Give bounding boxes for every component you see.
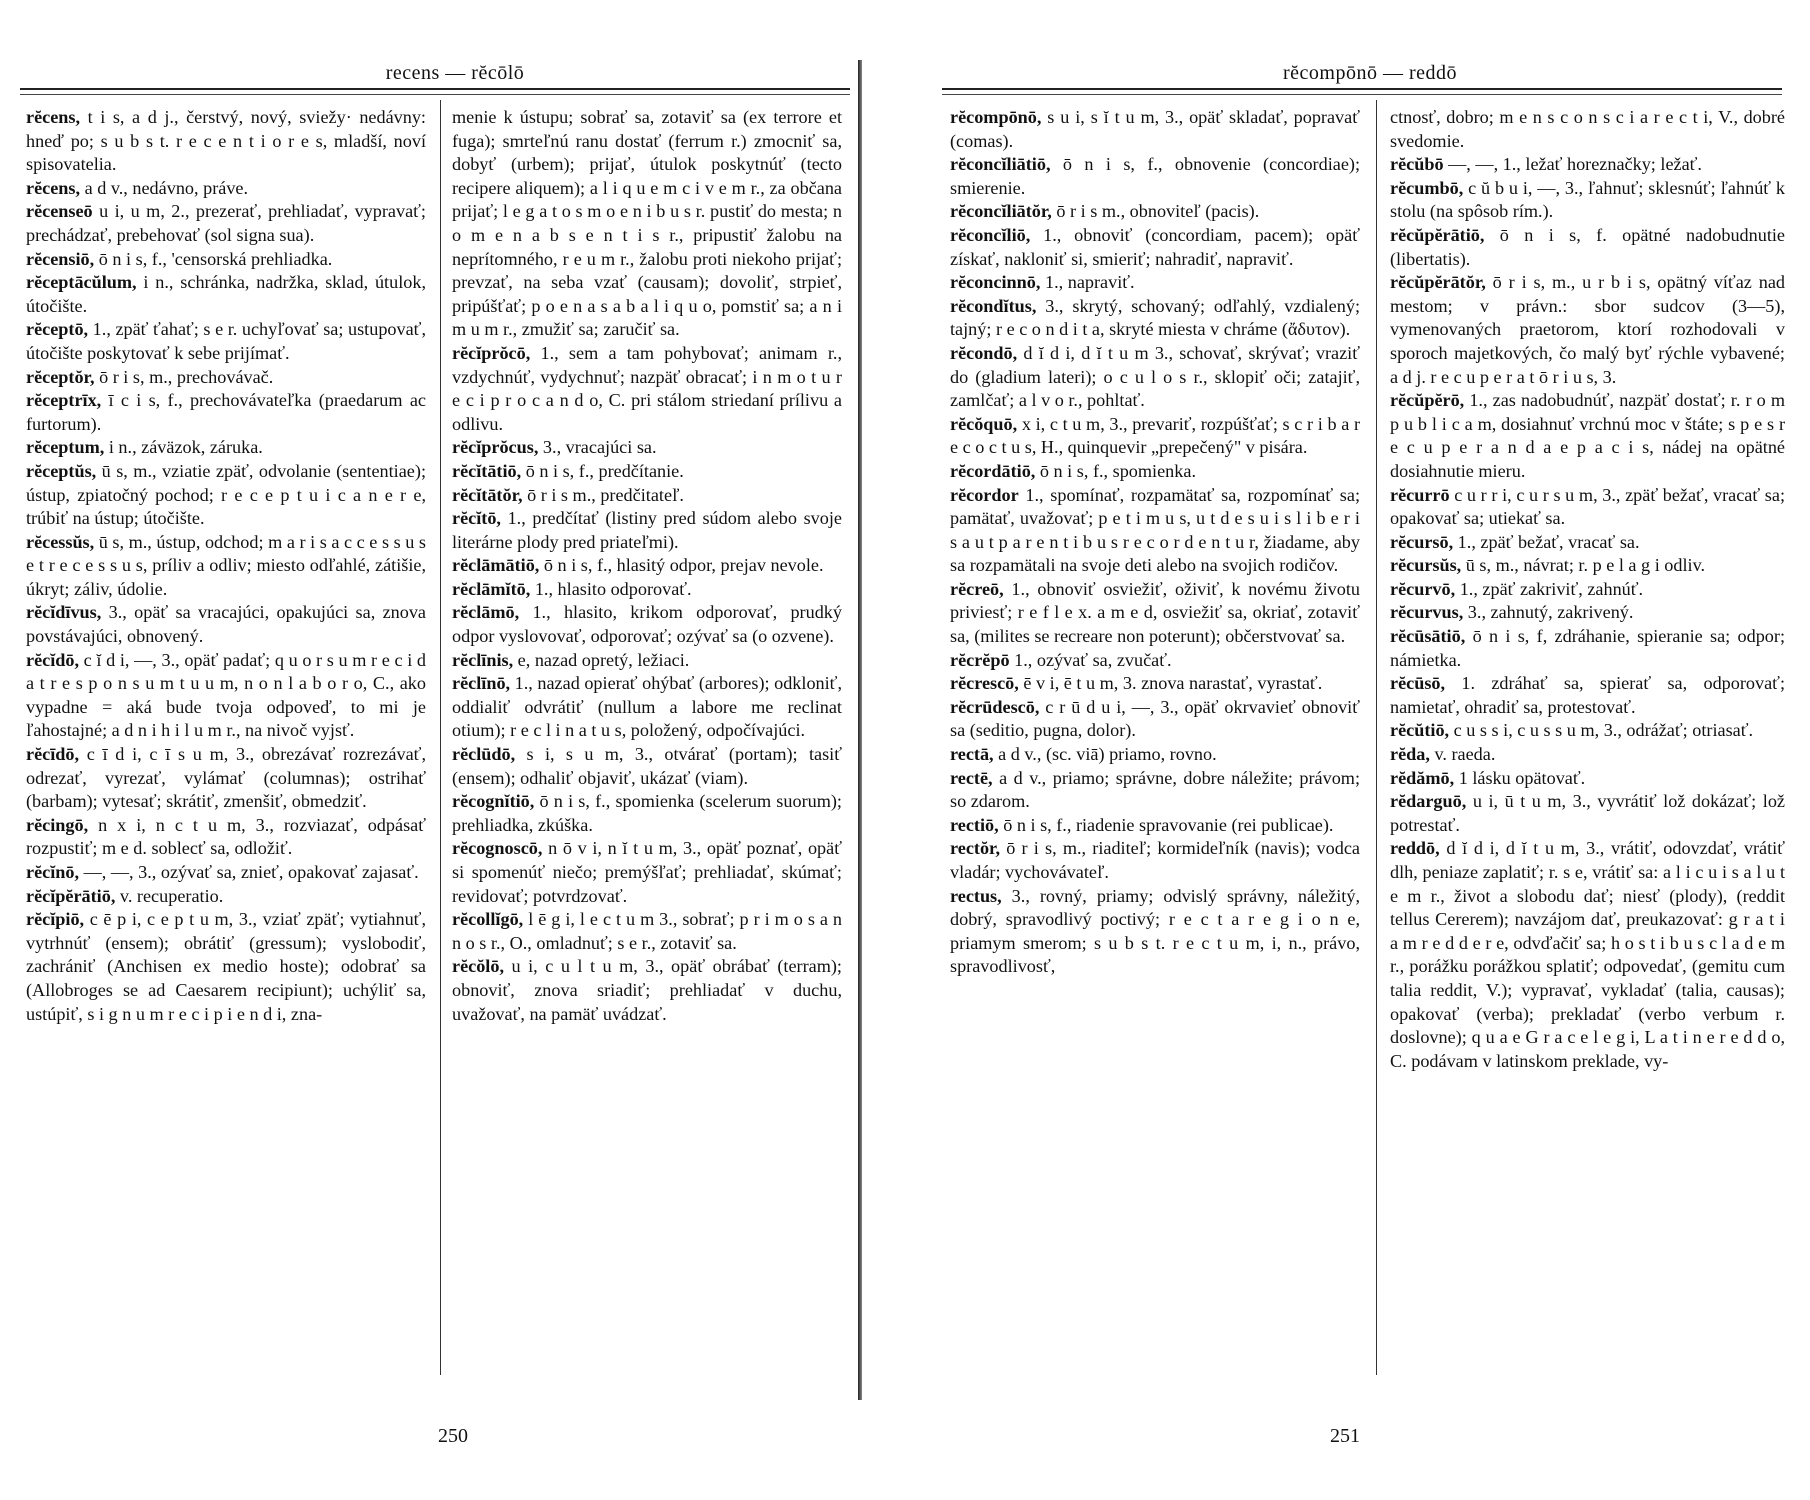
dictionary-entry — [950, 743, 1360, 767]
entry-definition: ō r i s, m., prechovávač. — [94, 366, 274, 387]
entry-definition: 1., napraviť. — [1040, 272, 1135, 293]
entry-definition: ō n i s, f., riadenie spravovanie (rei publicae). — [998, 814, 1334, 835]
dictionary-entry — [950, 224, 1360, 271]
dictionary-entry — [452, 460, 842, 484]
dictionary-entry — [26, 177, 426, 201]
entry-headword: rĕcens, — [26, 177, 81, 198]
entry-definition: c ŭ b u i, —, 3., ľahnuť; sklesnúť; ľahnúť k stolu (na spôsob rím.). — [1390, 177, 1785, 222]
entry-headword: rĕcompōnō, — [950, 107, 1042, 127]
dictionary-entry — [950, 484, 1360, 578]
entry-definition: c r ū d u i, —, 3., opäť okrvavieť obnoviť sa (seditio, pugna, dolor). — [950, 696, 1360, 741]
dictionary-entry — [950, 814, 1360, 838]
entry-definition: t i s, a d j., čerstvý, nový, sviežy· nedávny: hneď po; s u b s t. r e c e n t i o r e s, mladší, noví spisovatelia. — [26, 107, 426, 175]
book-gutter — [858, 60, 862, 1400]
entry-headword: reddō, — [1390, 838, 1440, 859]
dictionary-entry — [1390, 578, 1785, 602]
dictionary-entry — [452, 484, 842, 508]
entry-headword: rĕcumbō, — [1390, 177, 1464, 198]
dictionary-entry — [950, 837, 1360, 884]
entry-headword: rectā, — [950, 744, 994, 765]
dictionary-entry — [26, 743, 426, 814]
dictionary-entry — [1390, 271, 1785, 389]
entry-definition: ō r i s m., obnoviteľ (pacis). — [1051, 201, 1260, 222]
entry-headword: rĕceptum, — [26, 437, 105, 458]
entry-definition: e, nazad opretý, ležiaci. — [513, 649, 690, 670]
entry-definition: ē v i, ē t u m, 3. znova narastať, vyrastať. — [1018, 673, 1323, 694]
entry-definition: u i, ū t u m, 3., vyvrátiť lož dokázať; lož potrestať. — [1390, 791, 1785, 835]
entry-headword: rĕcŏquō, — [950, 413, 1018, 434]
entry-definition: ō n i s, f., spomienka (scelerum suorum); prehliadka, zkúška. — [452, 791, 842, 835]
entry-headword: rĕcŏlō, — [452, 956, 505, 977]
entry-headword: rĕcurvus, — [1390, 602, 1464, 623]
entry-headword: rectŏr, — [950, 838, 1000, 859]
entry-headword: rĕcŭpĕrō, — [1390, 390, 1465, 411]
right-column-b — [1390, 106, 1785, 1073]
right-page — [930, 0, 1810, 1500]
entry-headword: rĕcenseō — [26, 201, 93, 222]
page-number-left: 250 — [438, 1425, 468, 1447]
header-rule-secondary — [942, 94, 1782, 95]
entry-headword: rĕcĭdō, — [26, 649, 80, 670]
dictionary-entry — [950, 672, 1360, 696]
entry-definition: —, —, 1., ležať horeznačky; ležať. — [1443, 154, 1702, 175]
entry-headword: rĕclīnis, — [452, 649, 514, 670]
entry-definition: u i, c u l t u m, 3., opäť obrábať (terram); obnoviť, znova sriadiť; prehliadať v duchu, uvažovať, na pamäť uvádzať. — [452, 956, 842, 1024]
entry-headword: rĕceptācŭlum, — [26, 272, 137, 293]
entry-headword: rectē, — [950, 767, 993, 788]
entry-definition: l ē g i, l e c t u m 3., sobrať; p r i m o s a n n o s r., O., omladnuť; s e r., zotaviť sa. — [452, 909, 842, 953]
dictionary-entry — [26, 531, 426, 602]
dictionary-entry — [1390, 153, 1785, 177]
entry-headword: rectiō, — [950, 814, 999, 835]
dictionary-entry — [950, 106, 1360, 153]
entry-headword: rĕdarguō, — [1390, 791, 1467, 812]
dictionary-entry — [26, 436, 426, 460]
entry-definition: s u i, s ĭ t u m, 3., opäť skladať, popravať (comas). — [950, 107, 1360, 151]
dictionary-entry — [1390, 601, 1785, 625]
left-column-a — [26, 106, 426, 1026]
running-head-left: recens — rĕcōlō — [385, 62, 525, 84]
dictionary-entry — [1390, 531, 1785, 555]
entry-definition: ō n i s, f., hlasitý odpor, prejav nevole. — [539, 555, 824, 576]
entry-headword: rĕcrescō, — [950, 673, 1019, 694]
dictionary-entry — [1390, 484, 1785, 531]
entry-definition: n ō v i, n ĭ t u m, 3., opäť poznať, opäť si spomenúť niečo; premýšľať; prehliadať, skúmať; revidovať; potvrdzovať. — [452, 838, 842, 906]
header-rule — [942, 88, 1782, 90]
dictionary-entry — [1390, 224, 1785, 271]
dictionary-entry — [1390, 743, 1785, 767]
dictionary-entry — [950, 460, 1360, 484]
entry-definition: i n., záväzok, záruka. — [104, 437, 263, 458]
dictionary-entry — [950, 153, 1360, 200]
dictionary-entry — [26, 106, 426, 177]
entry-definition: 1., zpäť bežať, vracať sa. — [1453, 531, 1640, 552]
entry-headword: rĕcĭpĕrātiō, — [26, 885, 116, 906]
entry-headword: rĕcĭnō, — [26, 862, 80, 882]
entry-headword: rĕcondĭtus, — [950, 295, 1037, 316]
dictionary-entry — [26, 389, 426, 436]
entry-headword: rĕcens, — [26, 107, 81, 127]
dictionary-entry — [26, 460, 426, 531]
entry-headword: rĕcursō, — [1390, 531, 1454, 552]
entry-headword: rĕconcinnō, — [950, 272, 1041, 293]
entry-definition: 3., opäť sa vracajúci, opakujúci sa, znova povstávajúci, obnovený. — [26, 602, 426, 647]
entry-definition: v. recuperatio. — [115, 885, 224, 906]
entry-definition: i n., schránka, nadržka, sklad, útulok, útočište. — [26, 272, 426, 316]
entry-headword: rĕcondō, — [950, 342, 1018, 363]
entry-definition: 1., zpäť zakriviť, zahnúť. — [1455, 578, 1644, 599]
dictionary-entry — [26, 861, 426, 885]
entry-headword: rĕcŭbō — [1390, 154, 1444, 175]
entry-definition: 1., zas nadobudnúť, nazpäť dostať; r. r o m p u b l i c a m, dosiahnuť vrchnú moc v štáte; s p e s r e c u p e r a n d a e p a c i s, nádej na opätné dosiahnutie mieru. — [1390, 390, 1785, 481]
dictionary-entry — [1390, 177, 1785, 224]
dictionary-entry — [950, 885, 1360, 979]
dictionary-entry — [452, 743, 842, 790]
entry-definition: u i, u m, 2., prezerať, prehliadať, vypravať; prechádzať, prebehovať (sol signa sua). — [26, 201, 426, 245]
dictionary-entry — [1390, 672, 1785, 719]
dictionary-entry — [452, 106, 842, 342]
header-rule — [20, 88, 850, 90]
entry-definition: d ĭ d i, d ĭ t u m, 3., vrátiť, odovzdať, vrátiť dlh, peniaze zaplatiť; r. s e, vrátiť sa: a l i c u i s a l u t e m r., život a slobodu dať; niesť (plody), (reddit tellus Cererem); navzájom dať, preukazovať: g r a t i a m r e d d e r e, odvďačiť sa; h o s t i b u s c l a d e m r., porážku porážkou splatiť; odpovedať, (gemitu cum talia reddit, V.); vypravať, vykladať (talia, causas); opakovať (verba); prekladať (verbo verbum r. doslovne); q u a e G r a c e l e g i, L a t i n e r e d d o, C. podávam v latinskom preklade, vy- — [1390, 838, 1785, 1071]
entry-definition: c ĭ d i, —, 3., opäť padať; q u o r s u m r e c i d a t r e s p o n s u m t u u m, n o n l a b o r o, C., ako vypadne = aká bude tvoja odpoveď, to mi je ľahostajné; a d n i h i l u m r., na nivoč vyjsť. — [26, 649, 426, 741]
entry-headword: rĕcĭdīvus, — [26, 602, 102, 623]
entry-headword: rĕcrĕpō — [950, 649, 1010, 670]
dictionary-entry — [950, 200, 1360, 224]
entry-definition: ctnosť, dobro; m e n s c o n s c i a r e c t i, V., dobré svedomie. — [1390, 107, 1785, 151]
entry-headword: rĕcurrō — [1390, 484, 1450, 505]
entry-headword: rĕconcĭliātŏr, — [950, 201, 1052, 222]
entry-headword: rĕcollĭgō, — [452, 909, 524, 930]
dictionary-entry — [452, 908, 842, 955]
dictionary-entry — [1390, 106, 1785, 153]
dictionary-entry — [950, 696, 1360, 743]
entry-definition: 3., zahnutý, zakrivený. — [1463, 602, 1634, 623]
dictionary-entry — [452, 342, 842, 436]
dictionary-entry — [26, 200, 426, 247]
entry-definition: 1., spomínať, rozpamätať sa, rozpomínať sa; pamätať, uvažovať; p e t i m u s, u t d e s u i s l i b e r i s a u t p a r e n t i b u s r e c o r d e n t u r, žiadame, aby sa rozpamätali na svoje deti alebo na svojich rodičov. — [950, 484, 1360, 576]
dictionary-entry — [1390, 554, 1785, 578]
dictionary-entry — [1390, 790, 1785, 837]
entry-definition: s i, s u m, 3., otvárať (portam); tasiť (ensem); odhaliť objaviť, ukázať (viam). — [452, 744, 842, 788]
dictionary-entry — [26, 248, 426, 272]
entry-headword: rĕcŭtiō, — [1390, 720, 1450, 741]
entry-headword: rĕcĭtātŏr, — [452, 484, 523, 505]
entry-definition: ū s, m., návrat; r. p e l a g i odliv. — [1461, 555, 1706, 576]
entry-headword: rĕconcĭliātiō, — [950, 154, 1051, 175]
entry-definition: 1., ozývať sa, zvučať. — [1009, 649, 1172, 670]
entry-definition: ō n i s, f., obnovenie (concordiae); smierenie. — [950, 154, 1360, 198]
entry-definition: 3., rovný, priamy; odvislý správny, náležitý, dobrý, spravodlivý poctivý; r e c t a r e g i o n e, priamym smerom; s u b s t. r e c t u m, i, n., právo, spravodlivosť, — [950, 885, 1360, 977]
entry-definition: menie k ústupu; sobrať sa, zotaviť sa (ex terrore et fuga); smrteľnú ranu dostať (ferrum r.) zmocniť sa, dobyť (urbem); prijať, útulok poskytnúť (tecto recipere aliquem); a l i q u e m c i v e m r., za občana prijať; l e g a t o s m o e n i b u s r. pustiť do mesta; n o m e n a b s e n t i s r., pripustiť žalobu na neprítomného, r e u m r., žalobu proti niekoho prijať; prevzať, na seba vzať (causam); dovoliť, strpieť, pripúšťať; p o e n a s a b a l i q u o, pomstiť sa; a n i m u m r., zmužiť sa; zaručiť sa. — [452, 107, 842, 340]
dictionary-entry — [452, 790, 842, 837]
dictionary-entry — [1390, 625, 1785, 672]
entry-definition: ū s, m., vziatie zpäť, odvolanie (sententiae); ústup, zpiatočný pochod; r e c e p t u i c a n e r e, trúbiť na ústup; útočište. — [26, 460, 426, 529]
entry-headword: rĕcĭprŏcō, — [452, 342, 531, 363]
entry-definition: ō r i s, m., riaditeľ; kormideľník (navis); vodca vladár; vychovávateľ. — [950, 838, 1360, 882]
entry-headword: rectus, — [950, 885, 1002, 906]
entry-definition: x i, c t u m, 3., prevariť, rozpúšťať; s c r i b a r e c o c t u s, H., quinquevir „prepečený" v pisára. — [950, 413, 1360, 458]
entry-headword: rĕclīnō, — [452, 673, 511, 694]
dictionary-entry — [26, 318, 426, 365]
entry-definition: 1. zdráhať sa, spierať sa, odporovať; namietať, ohradiť sa, protestovať. — [1390, 673, 1785, 717]
dictionary-entry — [950, 413, 1360, 460]
dictionary-entry — [950, 342, 1360, 413]
entry-headword: rĕconcĭliō, — [950, 224, 1031, 245]
left-column-b — [452, 106, 842, 1026]
right-column-a — [950, 106, 1360, 979]
entry-definition: 1., obnoviť osviežiť, oživiť, k novému životu priviesť; r e f l e x. a m e d, osviežiť sa, okriať, zotaviť sa, (milites se recreare non poterunt); občerstvovať sa. — [950, 578, 1360, 647]
dictionary-entry — [1390, 767, 1785, 791]
dictionary-entry — [452, 672, 842, 743]
dictionary-entry — [950, 767, 1360, 814]
entry-headword: rĕceptŭs, — [26, 460, 97, 481]
entry-headword: rĕcognoscō, — [452, 838, 543, 859]
entry-definition: ō n i s, f, zdráhanie, spieranie sa; odpor; námietka. — [1390, 626, 1785, 670]
dictionary-entry — [1390, 719, 1785, 743]
entry-definition: 1., obnoviť (concordiam, pacem); opäť získať, nakloniť si, smieriť; nahradiť, napraviť. — [950, 224, 1360, 269]
dictionary-entry — [26, 649, 426, 743]
dictionary-entry — [452, 649, 842, 673]
entry-headword: rĕcingō, — [26, 814, 89, 835]
entry-definition: a d v., priamo; správne, dobre náležite; právom; so zdarom. — [950, 767, 1360, 812]
entry-definition: 1., nazad opierať ohýbať (arbores); odkloniť, oddialiť odvrátiť (nullum a labore me reclinat otium); r e c l i n a t u s, položený, odpočívajúci. — [452, 673, 842, 741]
entry-headword: rĕclāmĭtō, — [452, 578, 531, 599]
running-head-right: rĕcompōnō — reddō — [1282, 62, 1457, 84]
entry-definition: ō n i s, f., spomienka. — [1035, 460, 1196, 481]
dictionary-entry — [452, 837, 842, 908]
dictionary-entry — [1390, 837, 1785, 1073]
entry-definition: ō r i s, m., u r b i s, opätný víťaz nad mestom; v právn.: sbor sudcov (3—5), vymenovaných praetorom, ktorí rozhodovali v sporoch majetkových, čo malý byť rýchle vybavené; a d j. r e c u p e r a t ō r i u s, 3. — [1390, 272, 1785, 387]
entry-definition: c u r r i, c u r s u m, 3., zpäť bežať, vracať sa; opakovať sa; utiekať sa. — [1390, 484, 1785, 529]
entry-headword: rĕcūsō, — [1390, 673, 1446, 694]
entry-headword: rĕclāmātiō, — [452, 555, 540, 576]
dictionary-entry — [950, 578, 1360, 649]
entry-headword: rĕcreō, — [950, 578, 1004, 599]
dictionary-entry — [950, 649, 1360, 673]
entry-definition: n x i, n c t u m, 3., rozviazať, odpásať rozpustiť; m e d. soblecť sa, odložiť. — [26, 814, 426, 859]
entry-definition: c ē p i, c e p t u m, 3., vziať zpäť; vytiahnuť, vytrhnúť (ensem); obrátiť (gressum); vyslobodiť, zachrániť (Anchisen ex medio hoste); odobrať sa (Allobroges se ad Caesarem recipiunt); uchýliť sa, ustúpiť, s i g n u m r e c i p i e n d i, zna- — [26, 909, 426, 1024]
entry-headword: rĕcĭprŏcus, — [452, 437, 539, 458]
entry-headword: rĕclūdō, — [452, 744, 516, 765]
entry-headword: rĕcensiō, — [26, 248, 95, 269]
dictionary-entry — [26, 885, 426, 909]
left-page — [0, 0, 880, 1500]
entry-definition: 3., vracajúci sa. — [538, 437, 657, 458]
entry-headword: rĕcursŭs, — [1390, 555, 1462, 576]
dictionary-entry — [26, 271, 426, 318]
entry-headword: rĕceptŏr, — [26, 366, 95, 387]
dictionary-entry — [26, 908, 426, 1026]
entry-definition: ō r i s m., predčitateľ. — [522, 484, 684, 505]
entry-headword: rĕcordor — [950, 484, 1019, 505]
entry-headword: rĕcrūdescō, — [950, 696, 1040, 717]
entry-headword: rĕdămō, — [1390, 767, 1455, 788]
entry-definition: v. raeda. — [1429, 744, 1496, 765]
entry-definition: ō n i s, f., predčítanie. — [521, 460, 684, 481]
entry-headword: rĕcĭtō, — [452, 508, 501, 529]
dictionary-entry — [452, 578, 842, 602]
entry-definition: —, —, 3., ozývať sa, znieť, opakovať zajasať. — [79, 862, 419, 882]
entry-definition: d ĭ d i, d ĭ t u m 3., schovať, skrývať; vraziť do (gladium lateri); o c u l o s r., sklopiť oči; zatajiť, zamlčať; a l v o r., pohltať. — [950, 342, 1360, 411]
entry-headword: rĕcognĭtiō, — [452, 791, 535, 812]
dictionary-entry — [452, 436, 842, 460]
column-divider — [440, 100, 441, 1375]
entry-definition: 1., hlasito, krikom odporovať, prudký odpor vyslovovať, odporovať; ozývať sa (o ozvene). — [452, 602, 842, 647]
entry-headword: rĕcŭpĕrātŏr, — [1390, 272, 1486, 293]
dictionary-entry — [950, 295, 1360, 342]
entry-definition: ō n i s, f. opätné nadobudnutie (libertatis). — [1390, 224, 1785, 269]
entry-headword: rĕcĭtātiō, — [452, 460, 522, 481]
entry-definition: 1., predčítať (listiny pred súdom alebo svoje literárne plody pred priateľmi). — [452, 508, 842, 552]
dictionary-entry — [452, 554, 842, 578]
entry-definition: ū s, m., ústup, odchod; m a r i s a c c e s s u s e t r e c e s s u s, príliv a odliv; miesto odľahlé, zátišie, úkryt; záliv, údolie. — [26, 531, 426, 599]
entry-headword: rĕda, — [1390, 744, 1430, 765]
entry-headword: rĕcīdō, — [26, 744, 80, 765]
header-rule-secondary — [20, 94, 850, 95]
entry-definition: 1., hlasito odporovať. — [530, 578, 692, 599]
entry-headword: rĕcŭpĕrātiō, — [1390, 224, 1485, 245]
dictionary-entry — [950, 271, 1360, 295]
page-number-right: 251 — [1330, 1425, 1360, 1447]
entry-headword: rĕcūsātiō, — [1390, 626, 1466, 647]
dictionary-entry — [26, 366, 426, 390]
column-divider — [1376, 100, 1377, 1375]
entry-headword: rĕcurvō, — [1390, 578, 1456, 599]
entry-definition: 3., skrytý, schovaný; odľahlý, vzdialený; tajný; r e c o n d i t a, skryté miesta v chráme (ἄδυτον). — [950, 295, 1360, 340]
entry-headword: rĕceptō, — [26, 319, 89, 340]
entry-definition: 1., zpäť ťahať; s e r. uchyľovať sa; ustupovať, útočište poskytovať k sebe prijímať. — [26, 319, 426, 363]
entry-definition: a d v., (sc. viā) priamo, rovno. — [993, 744, 1217, 765]
entry-headword: rĕcĭpiō, — [26, 909, 85, 930]
entry-definition: 1 lásku opätovať. — [1454, 767, 1586, 788]
dictionary-entry — [452, 601, 842, 648]
dictionary-entry — [452, 507, 842, 554]
entry-definition: ō n i s, f., 'censorská prehliadka. — [94, 248, 333, 269]
entry-headword: rĕcordātiō, — [950, 460, 1036, 481]
dictionary-entry — [1390, 389, 1785, 483]
dictionary-entry — [452, 955, 842, 1026]
entry-definition: 1., sem a tam pohybovať; animam r., vzdychnúť, vydychnuť; nazpäť obracať; i n m o t u r e c i p r o c a n d o, C. pri stálom striedaní prílivu a odlivu. — [452, 342, 842, 434]
entry-headword: rĕcessŭs, — [26, 531, 95, 552]
dictionary-entry — [26, 601, 426, 648]
entry-definition: c ī d i, c ī s u m, 3., obrezávať rozrezávať, odrezať, vyrezať, vylámať (columnas); ostrihať (barbam); vytesať; skrátiť, zmenšiť, obmedziť. — [26, 744, 426, 812]
dictionary-entry — [26, 814, 426, 861]
entry-definition: a d v., nedávno, práve. — [80, 177, 249, 198]
entry-definition: c u s s i, c u s s u m, 3., odrážať; otriasať. — [1449, 720, 1754, 741]
entry-definition: ī c i s, f., prechovávateľka (praedarum ac furtorum). — [26, 390, 426, 434]
entry-headword: rĕceptrīx, — [26, 390, 102, 411]
entry-headword: rĕclāmō, — [452, 602, 520, 623]
